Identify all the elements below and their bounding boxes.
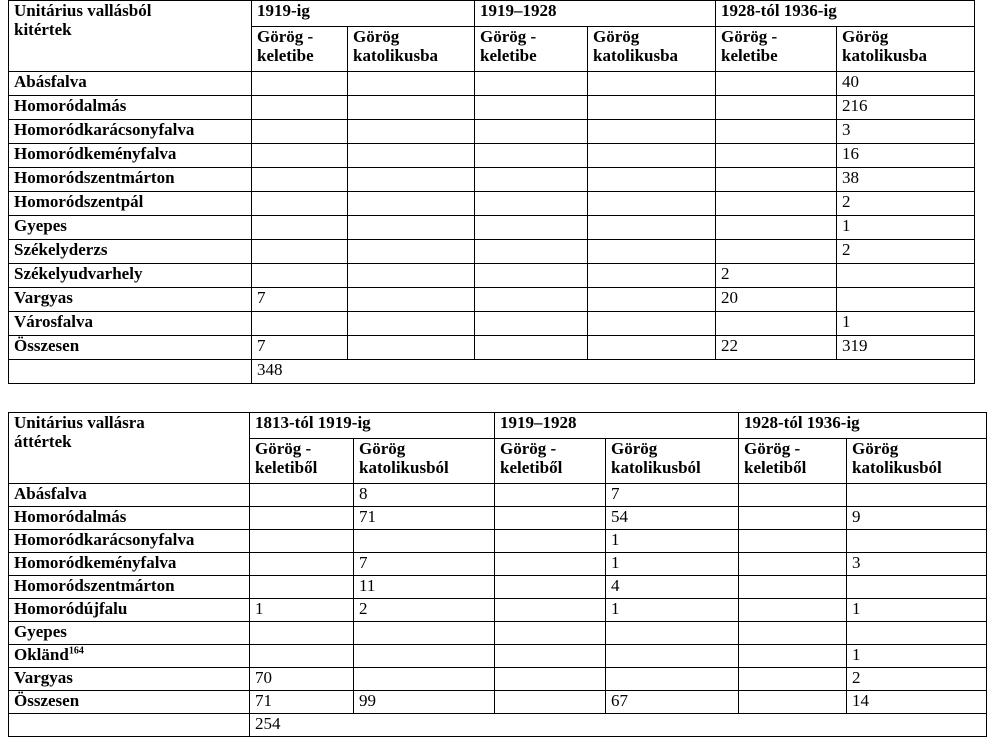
value-cell	[252, 72, 348, 96]
value-cell	[606, 645, 739, 668]
value-cell: 2	[837, 192, 975, 216]
value-cell	[588, 336, 716, 360]
value-cell	[475, 144, 588, 168]
value-cell: 7	[252, 288, 348, 312]
column-header: Görög - keletibe	[716, 27, 837, 72]
village-name-cell: Vargyas	[9, 668, 250, 691]
village-name-cell: Abásfalva	[9, 484, 250, 507]
village-name-cell: Összesen	[9, 336, 252, 360]
value-cell	[250, 553, 354, 576]
value-cell	[588, 240, 716, 264]
value-cell	[588, 168, 716, 192]
value-cell	[348, 168, 475, 192]
value-cell: 7	[606, 484, 739, 507]
value-cell: 71	[250, 691, 354, 714]
value-cell: 54	[606, 507, 739, 530]
value-cell: 3	[847, 553, 987, 576]
value-cell	[588, 216, 716, 240]
period-header: 1919-ig	[252, 1, 475, 27]
value-cell	[847, 622, 987, 645]
column-header: Görög katolikusból	[606, 439, 739, 484]
value-cell	[252, 240, 348, 264]
value-cell	[348, 120, 475, 144]
column-header: Görög katolikusból	[354, 439, 495, 484]
value-cell	[739, 645, 847, 668]
value-cell	[588, 264, 716, 288]
value-cell	[837, 288, 975, 312]
village-name-cell: Okländ$^{164}$	[9, 645, 250, 668]
value-cell	[475, 72, 588, 96]
value-cell: 2	[837, 240, 975, 264]
village-name-cell: Homoródújfalu	[9, 599, 250, 622]
value-cell: 22	[716, 336, 837, 360]
table-row	[9, 216, 975, 240]
period-header: 1928-tól 1936-ig	[739, 413, 987, 439]
value-cell: 1	[847, 645, 987, 668]
table-row	[9, 288, 975, 312]
table-row	[9, 264, 975, 288]
table-row	[9, 484, 987, 507]
value-cell	[348, 264, 475, 288]
value-cell	[588, 192, 716, 216]
value-cell	[847, 484, 987, 507]
grand-total-cell: 348	[252, 360, 975, 384]
value-cell: 7	[354, 553, 495, 576]
value-cell	[588, 312, 716, 336]
value-cell: 14	[847, 691, 987, 714]
village-name-cell: Homoródkarácsonyfalva	[9, 530, 250, 553]
value-cell	[716, 144, 837, 168]
value-cell: 1	[250, 599, 354, 622]
value-cell	[250, 645, 354, 668]
column-header: Görög - keletiből	[250, 439, 354, 484]
value-cell	[475, 216, 588, 240]
table-row	[9, 168, 975, 192]
table-row	[9, 599, 987, 622]
period-header-row	[9, 1, 975, 27]
value-cell: 1	[837, 312, 975, 336]
value-cell: 216	[837, 96, 975, 120]
value-cell	[495, 645, 606, 668]
village-name-cell: Homoródkeményfalva	[9, 144, 252, 168]
value-cell: 38	[837, 168, 975, 192]
value-cell	[495, 668, 606, 691]
value-cell	[250, 576, 354, 599]
value-cell	[495, 553, 606, 576]
village-name-cell: Vargyas	[9, 288, 252, 312]
value-cell	[475, 168, 588, 192]
column-header: Görög - keletibe	[252, 27, 348, 72]
value-cell	[495, 507, 606, 530]
value-cell	[739, 484, 847, 507]
value-cell: 3	[837, 120, 975, 144]
value-cell	[348, 72, 475, 96]
value-cell	[475, 120, 588, 144]
value-cell	[716, 168, 837, 192]
value-cell	[475, 96, 588, 120]
value-cell	[250, 507, 354, 530]
value-cell: 1	[606, 599, 739, 622]
corner-header: Unitárius vallásból kitértek	[9, 1, 252, 72]
grand-total-label-cell	[9, 360, 252, 384]
value-cell	[475, 264, 588, 288]
value-cell	[739, 507, 847, 530]
value-cell	[495, 530, 606, 553]
village-name-cell: Abásfalva	[9, 72, 252, 96]
value-cell	[252, 168, 348, 192]
value-cell	[348, 288, 475, 312]
value-cell	[252, 216, 348, 240]
table-row	[9, 576, 987, 599]
value-cell	[716, 120, 837, 144]
value-cell	[606, 668, 739, 691]
value-cell	[739, 622, 847, 645]
value-cell: 67	[606, 691, 739, 714]
value-cell	[354, 645, 495, 668]
table-row	[9, 192, 975, 216]
village-name-cell: Összesen	[9, 691, 250, 714]
value-cell	[354, 530, 495, 553]
value-cell	[588, 144, 716, 168]
value-cell	[348, 240, 475, 264]
value-cell	[250, 484, 354, 507]
village-name-cell: Székelyderzs	[9, 240, 252, 264]
corner-header: Unitárius vallásra áttértek	[9, 413, 250, 484]
village-name-cell: Homoródkarácsonyfalva	[9, 120, 252, 144]
value-cell: 11	[354, 576, 495, 599]
value-cell	[837, 264, 975, 288]
value-cell	[606, 622, 739, 645]
value-cell: 319	[837, 336, 975, 360]
table-row	[9, 240, 975, 264]
converted-to-unitarian-table	[8, 412, 987, 737]
value-cell	[252, 144, 348, 168]
column-header: Görög katolikusból	[847, 439, 987, 484]
grand-total-cell: 254	[250, 714, 987, 737]
value-cell	[252, 120, 348, 144]
value-cell: 2	[847, 668, 987, 691]
table-row	[9, 336, 975, 360]
value-cell	[588, 120, 716, 144]
village-name-cell: Gyepes	[9, 216, 252, 240]
value-cell: 7	[252, 336, 348, 360]
value-cell	[495, 622, 606, 645]
table-row	[9, 691, 987, 714]
value-cell	[250, 622, 354, 645]
value-cell	[475, 288, 588, 312]
value-cell	[847, 530, 987, 553]
value-cell	[495, 576, 606, 599]
table-row	[9, 507, 987, 530]
value-cell	[348, 216, 475, 240]
table-row	[9, 668, 987, 691]
value-cell	[348, 144, 475, 168]
grand-total-row	[9, 714, 987, 737]
value-cell: 2	[716, 264, 837, 288]
value-cell	[354, 668, 495, 691]
column-header: Görög katolikusba	[588, 27, 716, 72]
value-cell	[495, 599, 606, 622]
value-cell	[252, 312, 348, 336]
value-cell	[716, 72, 837, 96]
village-name-cell: Homoródszentpál	[9, 192, 252, 216]
village-name-cell: Városfalva	[9, 312, 252, 336]
value-cell: 1	[847, 599, 987, 622]
value-cell	[475, 240, 588, 264]
village-name-cell: Homoródszentmárton	[9, 576, 250, 599]
period-header-row	[9, 413, 987, 439]
value-cell	[739, 668, 847, 691]
value-cell	[588, 288, 716, 312]
value-cell	[252, 192, 348, 216]
value-cell: 1	[606, 553, 739, 576]
value-cell	[252, 96, 348, 120]
value-cell	[475, 192, 588, 216]
value-cell: 1	[606, 530, 739, 553]
period-header: 1813-tól 1919-ig	[250, 413, 495, 439]
value-cell: 1	[837, 216, 975, 240]
table-row	[9, 553, 987, 576]
value-cell	[354, 622, 495, 645]
value-cell	[348, 312, 475, 336]
value-cell	[348, 96, 475, 120]
value-cell	[716, 192, 837, 216]
village-name-cell: Székelyudvarhely	[9, 264, 252, 288]
value-cell	[716, 312, 837, 336]
converted-from-unitarian-table	[8, 0, 975, 384]
table-row	[9, 530, 987, 553]
table-row	[9, 622, 987, 645]
village-name-cell: Homoródszentmárton	[9, 168, 252, 192]
value-cell: 16	[837, 144, 975, 168]
value-cell	[475, 336, 588, 360]
table-row	[9, 72, 975, 96]
value-cell	[716, 96, 837, 120]
value-cell: 4	[606, 576, 739, 599]
value-cell: 2	[354, 599, 495, 622]
column-header: Görög - keletiből	[739, 439, 847, 484]
value-cell: 20	[716, 288, 837, 312]
period-header: 1919–1928	[475, 1, 716, 27]
village-name-cell: Homoródalmás	[9, 507, 250, 530]
value-cell	[739, 691, 847, 714]
value-cell	[739, 599, 847, 622]
table-row	[9, 312, 975, 336]
table-row	[9, 144, 975, 168]
column-header: Görög katolikusba	[837, 27, 975, 72]
value-cell	[716, 240, 837, 264]
value-cell	[250, 530, 354, 553]
value-cell	[588, 72, 716, 96]
value-cell: 40	[837, 72, 975, 96]
village-name-cell: Homoródalmás	[9, 96, 252, 120]
value-cell	[716, 216, 837, 240]
column-header: Görög - keletiből	[495, 439, 606, 484]
value-cell	[739, 553, 847, 576]
value-cell	[495, 691, 606, 714]
value-cell: 9	[847, 507, 987, 530]
period-header: 1928-tól 1936-ig	[716, 1, 975, 27]
value-cell: 71	[354, 507, 495, 530]
value-cell	[588, 96, 716, 120]
value-cell	[475, 312, 588, 336]
value-cell	[252, 264, 348, 288]
value-cell	[348, 336, 475, 360]
value-cell	[348, 192, 475, 216]
footnote-marker: 164	[68, 645, 84, 657]
value-cell	[739, 576, 847, 599]
value-cell	[847, 576, 987, 599]
column-header: Görög - keletibe	[475, 27, 588, 72]
village-name-cell: Homoródkeményfalva	[9, 553, 250, 576]
table-row	[9, 96, 975, 120]
value-cell	[739, 530, 847, 553]
period-header: 1919–1928	[495, 413, 739, 439]
column-header: Görög katolikusba	[348, 27, 475, 72]
value-cell: 8	[354, 484, 495, 507]
value-cell: 99	[354, 691, 495, 714]
village-name-cell: Gyepes	[9, 622, 250, 645]
table-row	[9, 120, 975, 144]
grand-total-row	[9, 360, 975, 384]
value-cell: 70	[250, 668, 354, 691]
grand-total-label-cell	[9, 714, 250, 737]
value-cell	[495, 484, 606, 507]
table-row	[9, 645, 987, 668]
